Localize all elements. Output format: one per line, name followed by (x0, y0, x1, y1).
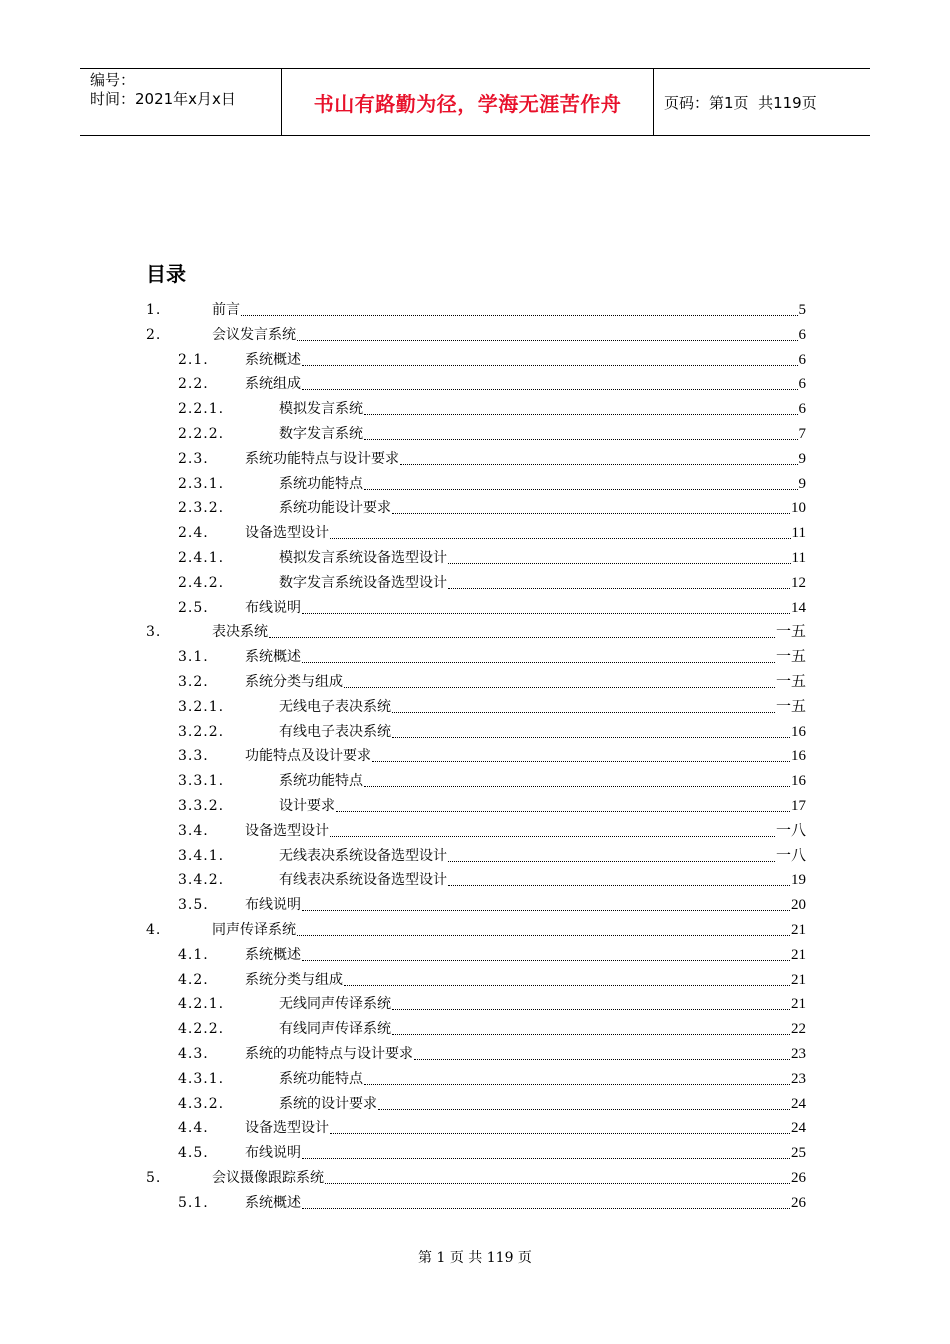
toc-entry-label: 表决系统 (212, 624, 268, 641)
toc-entry-line (245, 1194, 806, 1212)
toc-entry-number: 5. (146, 1170, 162, 1186)
toc-entry-line (279, 1095, 806, 1113)
toc-entry-line (212, 921, 806, 939)
toc-entry-number: 4.2. (178, 971, 209, 988)
toc-entry-line (212, 623, 806, 641)
toc-entry-label: 设备选型设计 (245, 822, 329, 839)
toc-entry-page: 9 (798, 475, 806, 492)
toc-entry-page: 21 (791, 996, 806, 1013)
toc-dot-leader (414, 1058, 790, 1060)
toc-entry-label: 设备选型设计 (245, 525, 329, 542)
toc-entry[interactable] (0, 598, 950, 618)
toc-entry-page: 25 (791, 1145, 806, 1162)
toc-entry-number: 4.3.2. (178, 1095, 225, 1112)
toc-dot-leader (269, 636, 775, 638)
toc-entry-page: 16 (791, 723, 806, 740)
toc-entry-page: 22 (791, 1021, 806, 1038)
toc-entry[interactable] (0, 970, 950, 990)
toc-dot-leader (302, 661, 775, 663)
toc-entry-label: 系统的功能特点与设计要求 (245, 1046, 413, 1062)
toc-entry-number: 4.1. (178, 946, 209, 963)
toc-dot-leader (364, 413, 798, 415)
toc-entry-page: 5 (798, 302, 806, 318)
toc-entry-number: 4.2.2. (178, 1021, 225, 1038)
toc-entry-number: 3.2.2. (178, 723, 225, 740)
toc-entry-line (245, 896, 806, 914)
toc-entry-label: 系统概述 (245, 649, 301, 666)
toc-dot-leader (364, 488, 798, 490)
toc-dot-leader (297, 934, 790, 936)
toc-entry-page: 23 (791, 1046, 806, 1062)
toc-entry-number: 2.3.2. (178, 500, 225, 517)
toc-entry-page: 6 (798, 326, 806, 343)
toc-entry[interactable] (0, 548, 950, 568)
toc-entry-page: 6 (798, 401, 806, 418)
toc-entry[interactable] (0, 746, 950, 766)
toc-entry-page: 21 (791, 971, 806, 988)
toc-entry[interactable] (0, 350, 950, 370)
toc-entry-label: 布线说明 (245, 1145, 301, 1162)
toc-entry-line (245, 375, 806, 393)
toc-entry[interactable] (0, 1143, 950, 1163)
toc-entry-page: 一八 (775, 847, 806, 864)
toc-entry-label: 系统分类与组成 (245, 971, 343, 988)
toc-entry-line (279, 847, 806, 865)
toc-entry-label: 系统功能特点 (279, 475, 363, 492)
toc-entry-label: 有线电子表决系统 (279, 723, 391, 740)
toc-entry[interactable] (0, 474, 950, 494)
toc-entry-page: 6 (798, 351, 806, 368)
toc-entry-line (279, 400, 806, 418)
toc-entry[interactable] (0, 994, 950, 1014)
toc-dot-leader (330, 537, 791, 539)
toc-entry-line (212, 1169, 806, 1187)
toc-dot-leader (364, 785, 790, 787)
toc-entry-line (279, 1020, 806, 1038)
header-page-info (654, 69, 870, 135)
toc-dot-leader (400, 463, 798, 465)
toc-entry-line (279, 499, 806, 517)
toc-dot-leader (392, 1008, 790, 1010)
toc-entry[interactable] (0, 672, 950, 692)
toc-entry-label: 布线说明 (245, 897, 301, 914)
toc-entry-number: 4.2.1. (178, 996, 225, 1013)
toc-entry-line (245, 648, 806, 666)
toc-entry-label: 系统概述 (245, 351, 301, 368)
toc-entry[interactable] (0, 870, 950, 890)
toc-entry-label: 模拟发言系统 (279, 401, 363, 418)
toc-entry-label: 设计要求 (279, 798, 335, 814)
toc-entry-number: 3.4.2. (178, 872, 225, 889)
toc-entry[interactable] (0, 796, 950, 816)
toc-entry-page: 17 (791, 798, 806, 814)
toc-entry-line (245, 747, 806, 765)
document-number: 编号： (90, 71, 136, 89)
toc-entry-line (279, 772, 806, 790)
toc-entry-label: 数字发言系统 (279, 426, 363, 442)
toc-entry-line (245, 351, 806, 369)
toc-entry-page: 一五 (775, 698, 806, 715)
toc-entry[interactable] (0, 449, 950, 469)
toc-dot-leader (302, 388, 798, 390)
toc-entry-number: 2. (146, 326, 162, 343)
toc-entry-line (279, 475, 806, 493)
toc-entry-number: 2.3.1. (178, 475, 225, 492)
toc-entry[interactable] (0, 1118, 950, 1138)
page-footer (0, 1247, 950, 1267)
toc-entry-line (212, 326, 806, 344)
toc-entry[interactable] (0, 1193, 950, 1213)
toc-entry[interactable] (0, 325, 950, 345)
toc-entry-number: 3. (146, 624, 162, 641)
toc-dot-leader (330, 835, 775, 837)
toc-dot-leader (392, 1033, 790, 1035)
toc-entry[interactable] (0, 424, 950, 444)
toc-entry-line (245, 599, 806, 617)
toc-entry[interactable] (0, 399, 950, 419)
toc-entry-number: 3.4. (178, 822, 209, 839)
toc-entry-number: 3.1. (178, 649, 209, 666)
toc-entry[interactable] (0, 647, 950, 667)
toc-entry-line (212, 301, 806, 319)
toc-entry-page: 一五 (775, 649, 806, 666)
toc-entry-line (279, 698, 806, 716)
toc-dot-leader (302, 612, 790, 614)
toc-entry[interactable] (0, 920, 950, 940)
page-header (80, 68, 870, 136)
toc-entry-line (279, 871, 806, 889)
toc-entry-line (279, 574, 806, 592)
toc-dot-leader (302, 364, 798, 366)
toc-entry-line (279, 425, 806, 443)
toc-entry-page: 11 (791, 525, 806, 542)
toc-entry-page: 10 (791, 500, 806, 517)
toc-dot-leader (448, 587, 790, 589)
toc-dot-leader (372, 760, 790, 762)
toc-entry[interactable] (0, 846, 950, 866)
toc-entry-line (245, 1119, 806, 1137)
toc-entry-number: 2.2.2. (178, 426, 225, 442)
toc-dot-leader (392, 736, 790, 738)
toc-entry-number: 2.3. (178, 450, 209, 467)
toc-dot-leader (302, 1157, 790, 1159)
toc-entry[interactable] (0, 498, 950, 518)
toc-entry[interactable] (0, 300, 950, 320)
toc-entry-page: 16 (791, 748, 806, 765)
toc-dot-leader (392, 711, 775, 713)
toc-dot-leader (378, 1108, 790, 1110)
toc-entry[interactable] (0, 1094, 950, 1114)
toc-entry-number: 2.5. (178, 599, 209, 616)
toc-entry-line (245, 946, 806, 964)
toc-dot-leader (344, 984, 790, 986)
toc-entry-number: 4.5. (178, 1145, 209, 1162)
toc-entry[interactable] (0, 895, 950, 915)
toc-entry-number: 3.2. (178, 674, 209, 690)
toc-entry-label: 系统分类与组成 (245, 674, 343, 690)
toc-entry-label: 无线同声传译系统 (279, 996, 391, 1013)
toc-entry-line (279, 549, 806, 567)
toc-entry-label: 系统的设计要求 (279, 1095, 377, 1112)
toc-entry-line (245, 1045, 806, 1063)
toc-entry-label: 布线说明 (245, 599, 301, 616)
toc-entry-page: 7 (798, 426, 806, 442)
toc-entry-number: 5.1. (178, 1194, 209, 1211)
toc-entry-page: 12 (791, 574, 806, 591)
toc-entry-line (245, 971, 806, 989)
toc-entry-number: 2.1. (178, 351, 209, 368)
toc-entry-page: 24 (791, 1120, 806, 1137)
toc-entry-number: 1. (146, 302, 162, 318)
toc-entry-number: 3.5. (178, 897, 209, 914)
toc-entry-label: 前言 (212, 302, 240, 318)
toc-dot-leader (325, 1182, 790, 1184)
toc-entry-number: 3.3.1. (178, 773, 225, 790)
toc-entry-label: 会议发言系统 (212, 326, 296, 343)
toc-entry-label: 系统概述 (245, 946, 301, 963)
toc-entry-label: 同声传译系统 (212, 922, 296, 938)
toc-entry-label: 有线表决系统设备选型设计 (279, 872, 447, 889)
toc-entry[interactable] (0, 1168, 950, 1188)
toc-entry-line (245, 450, 806, 468)
toc-entry-number: 2.4. (178, 525, 209, 542)
toc-entry[interactable] (0, 821, 950, 841)
toc-entry-page: 21 (791, 922, 806, 938)
toc-dot-leader (448, 884, 790, 886)
toc-dot-leader (297, 339, 798, 341)
toc-entry-number: 4. (146, 922, 162, 938)
footer-page-number: 第 1 页 共 119 页 (418, 1250, 532, 1266)
toc-entry-label: 数字发言系统设备选型设计 (279, 574, 447, 591)
toc-dot-leader (344, 686, 775, 688)
toc-dot-leader (241, 314, 798, 316)
toc-dot-leader (392, 512, 790, 514)
toc-entry-page: 11 (791, 550, 806, 566)
toc-entry-page: 6 (798, 376, 806, 393)
toc-entry-number: 2.4.1. (178, 550, 225, 566)
toc-dot-leader (448, 860, 775, 862)
toc-entry-label: 系统功能特点 (279, 773, 363, 790)
toc-dot-leader (336, 810, 790, 812)
toc-entry-number: 4.3.1. (178, 1070, 225, 1087)
toc-title: 目录 (146, 262, 186, 286)
toc-entry-label: 系统组成 (245, 376, 301, 393)
toc-entry[interactable] (0, 374, 950, 394)
toc-entry-line (279, 797, 806, 815)
toc-entry-number: 3.3.2. (178, 798, 225, 814)
toc-dot-leader (448, 562, 791, 564)
toc-entry[interactable] (0, 697, 950, 717)
header-meta (80, 69, 282, 135)
toc-entry-line (279, 723, 806, 741)
toc-entry[interactable] (0, 1069, 950, 1089)
toc-entry-page: 一五 (775, 624, 806, 641)
toc-entry[interactable] (0, 771, 950, 791)
toc-entry-label: 功能特点及设计要求 (245, 748, 371, 765)
toc-dot-leader (302, 909, 790, 911)
toc-entry[interactable] (0, 622, 950, 642)
toc-entry-line (245, 1144, 806, 1162)
toc-dot-leader (302, 959, 790, 961)
toc-dot-leader (330, 1132, 790, 1134)
toc-entry-page: 19 (791, 872, 806, 889)
toc-dot-leader (302, 1207, 790, 1209)
toc-entry-label: 系统概述 (245, 1194, 301, 1211)
toc-entry-number: 2.2.1. (178, 401, 225, 418)
toc-entry[interactable] (0, 722, 950, 742)
toc-entry-number: 2.2. (178, 376, 209, 393)
toc-entry-page: 26 (791, 1170, 806, 1186)
toc-entry[interactable] (0, 1019, 950, 1039)
toc-entry-number: 3.2.1. (178, 698, 225, 715)
toc-entry-page: 一八 (775, 822, 806, 839)
toc-entry-page: 一五 (775, 674, 806, 690)
document-date: 时间：2021年x月x日 (90, 90, 236, 108)
toc-entry[interactable] (0, 573, 950, 593)
toc-entry-number: 4.4. (178, 1120, 209, 1137)
toc-entry-label: 模拟发言系统设备选型设计 (279, 550, 447, 566)
toc-entry[interactable] (0, 945, 950, 965)
toc-entry-line (245, 673, 806, 691)
toc-entry-label: 设备选型设计 (245, 1120, 329, 1137)
toc-entry-page: 24 (791, 1095, 806, 1112)
toc-entry-page: 20 (791, 897, 806, 914)
toc-entry-page: 26 (791, 1194, 806, 1211)
header-motto: 书山有路勤为径，学海无涯苦作舟 (282, 69, 654, 135)
toc-entry-number: 4.3. (178, 1046, 209, 1062)
toc-entry[interactable] (0, 1044, 950, 1064)
toc-entry-label: 系统功能特点 (279, 1070, 363, 1087)
toc-entry-line (279, 1070, 806, 1088)
toc-dot-leader (364, 438, 798, 440)
toc-entry-line (245, 524, 806, 542)
toc-entry-label: 无线表决系统设备选型设计 (279, 847, 447, 864)
toc-entry-number: 2.4.2. (178, 574, 225, 591)
toc-entry-label: 无线电子表决系统 (279, 698, 391, 715)
toc-entry-label: 系统功能设计要求 (279, 500, 391, 517)
toc-entry-page: 14 (791, 599, 806, 616)
toc-entry-label: 会议摄像跟踪系统 (212, 1170, 324, 1186)
toc-entry-number: 3.3. (178, 748, 209, 765)
toc-entry-page: 16 (791, 773, 806, 790)
toc-entry-line (245, 822, 806, 840)
toc-entry-line (279, 995, 806, 1013)
toc-entry-page: 9 (798, 450, 806, 467)
toc-dot-leader (364, 1083, 790, 1085)
toc-entry-number: 3.4.1. (178, 847, 225, 864)
header-page-text: 页码：第1页 共119页 (664, 93, 817, 112)
toc-entry-page: 23 (791, 1070, 806, 1087)
toc-entry[interactable] (0, 523, 950, 543)
toc-entry-label: 有线同声传译系统 (279, 1021, 391, 1038)
toc-entry-page: 21 (791, 946, 806, 963)
toc-entry-label: 系统功能特点与设计要求 (245, 450, 399, 467)
